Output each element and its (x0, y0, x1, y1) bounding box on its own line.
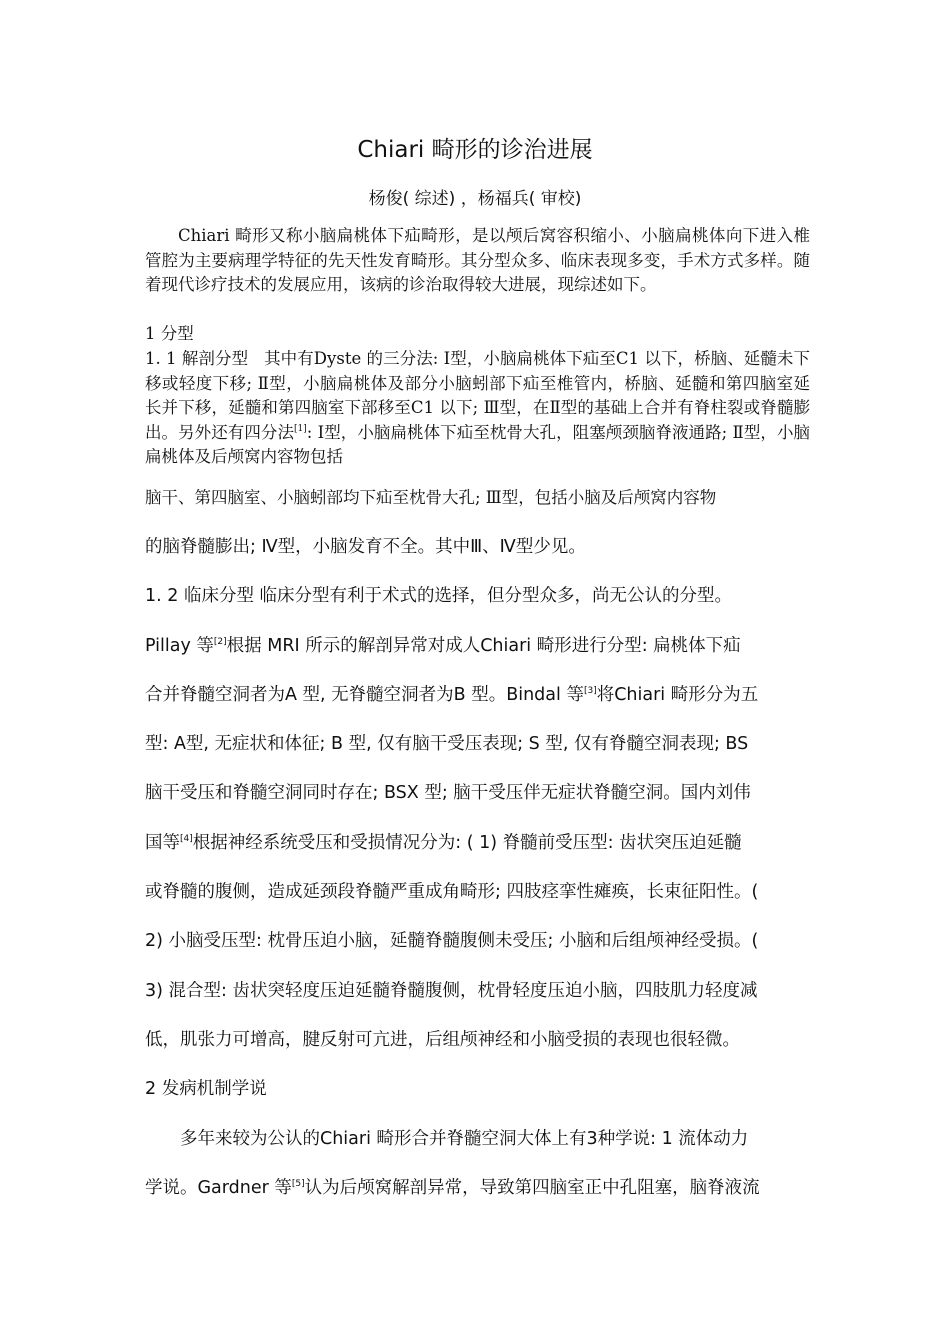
section-1-1-text-a: 其中有Dyste 的三分法: Ⅰ型，小脑扁桃体下疝至C1 以下，桥脑、延髓未下移或轻度下移; Ⅱ型，小脑扁桃体及部分小脑蚓部下疝至椎管内，桥脑、延髓和第四脑室延长并下移，延髓和第四脑室下部移至C1 以下; Ⅲ型，在Ⅱ型的基础上合并有脊柱裂或脊髓膨出。另外还有四分法 (145, 349, 810, 442)
intro-paragraph: Chiari 畸形又称小脑扁桃体下疝畸形，是以颅后窝容积缩小、小脑扁桃体向下进入椎管腔为主要病理学特征的先天性发育畸形。其分型众多、临床表现多变，手术方式多样。随着现代诊疗技术的发展应用，该病的诊治取得较大进展，现综述如下。 (145, 226, 810, 294)
text-line: Pillay 等[2]根据 MRI 所示的解剖异常对成人Chiari 畸形进行分型: 扁桃体下疝 (145, 635, 741, 656)
article-title: Chiari 畸形的诊治进展 (357, 137, 593, 163)
text-line: 3) 混合型: 齿状突轻度压迫延髓脊髓腹侧，枕骨轻度压迫小脑，四肢肌力轻度减 (145, 980, 758, 1001)
text-line: 多年来较为公认的Chiari 畸形合并脊髓空洞大体上有3种学说: 1 流体动力 (180, 1128, 749, 1149)
section-1-1-text-b: : Ⅰ型，小脑扁桃体下疝至枕骨大孔，阻塞颅颈脑脊液通路; Ⅱ型，小脑扁桃体及后颅窝内容物包括 (145, 422, 811, 466)
text-line: 国等[4]根据神经系统受压和受损情况分为: ( 1) 脊髓前受压型: 齿状突压迫延髓 (145, 832, 742, 853)
section-1-1-line-c-text: 脑干、第四脑室、小脑蚓部均下疝至枕骨大孔; Ⅲ型，包括小脑及后颅窝内容物 (145, 488, 717, 507)
citation-ref: [2] (213, 636, 227, 647)
section-1-1-paragraph (145, 347, 810, 470)
section-1-2-heading-line: 1. 2 临床分型 临床分型有利于术式的选择，但分型众多，尚无公认的分型。 (145, 586, 733, 607)
text-line: 合并脊髓空洞者为A 型, 无脊髓空洞者为B 型。Bindal 等[3]将Chiari 畸形分为五 (145, 684, 759, 705)
text-line: 的脑脊髓膨出; Ⅳ型，小脑发育不全。其中Ⅲ、Ⅳ型少见。 (145, 537, 586, 557)
section-2-heading: 2 发病机制学说 (145, 1079, 267, 1100)
text-line: 脑干受压和脊髓空洞同时存在; BSX 型; 脑干受压伴无症状脊髓空洞。国内刘伟 (145, 783, 751, 804)
citation-ref: [1] (294, 423, 307, 434)
section-1-heading: 1 分型 (145, 324, 194, 343)
text-line: 或脊髓的腹侧，造成延颈段脊髓严重成角畸形; 四肢痉挛性瘫痪，长束征阳性。( (145, 882, 759, 903)
citation-ref: [5] (291, 1178, 305, 1189)
text-line: 学说。Gardner 等[5]认为后颅窝解剖异常，导致第四脑室正中孔阻塞，脑脊液流 (145, 1177, 760, 1198)
section-1-1-line-c (145, 486, 810, 511)
text-line: 2) 小脑受压型: 枕骨压迫小脑，延髓脊髓腹侧未受压; 小脑和后组颅神经受损。( (145, 931, 759, 952)
citation-ref: [3] (583, 685, 597, 696)
citation-ref: [4] (180, 833, 193, 844)
text-line: 型: A型, 无症状和体征; B 型, 仅有脑干受压表现; S 型, 仅有脊髓空洞表现; BS (145, 734, 749, 755)
section-1-1-lead: 1. 1 解剖分型 (145, 349, 249, 368)
text-line: 低，肌张力可增高，腱反射可亢进，后组颅神经和小脑受损的表现也很轻微。 (145, 1029, 740, 1050)
article-authors: 杨俊( 综述) ，杨福兵( 审校) (368, 189, 582, 209)
section-1-2-block (145, 523, 810, 1213)
